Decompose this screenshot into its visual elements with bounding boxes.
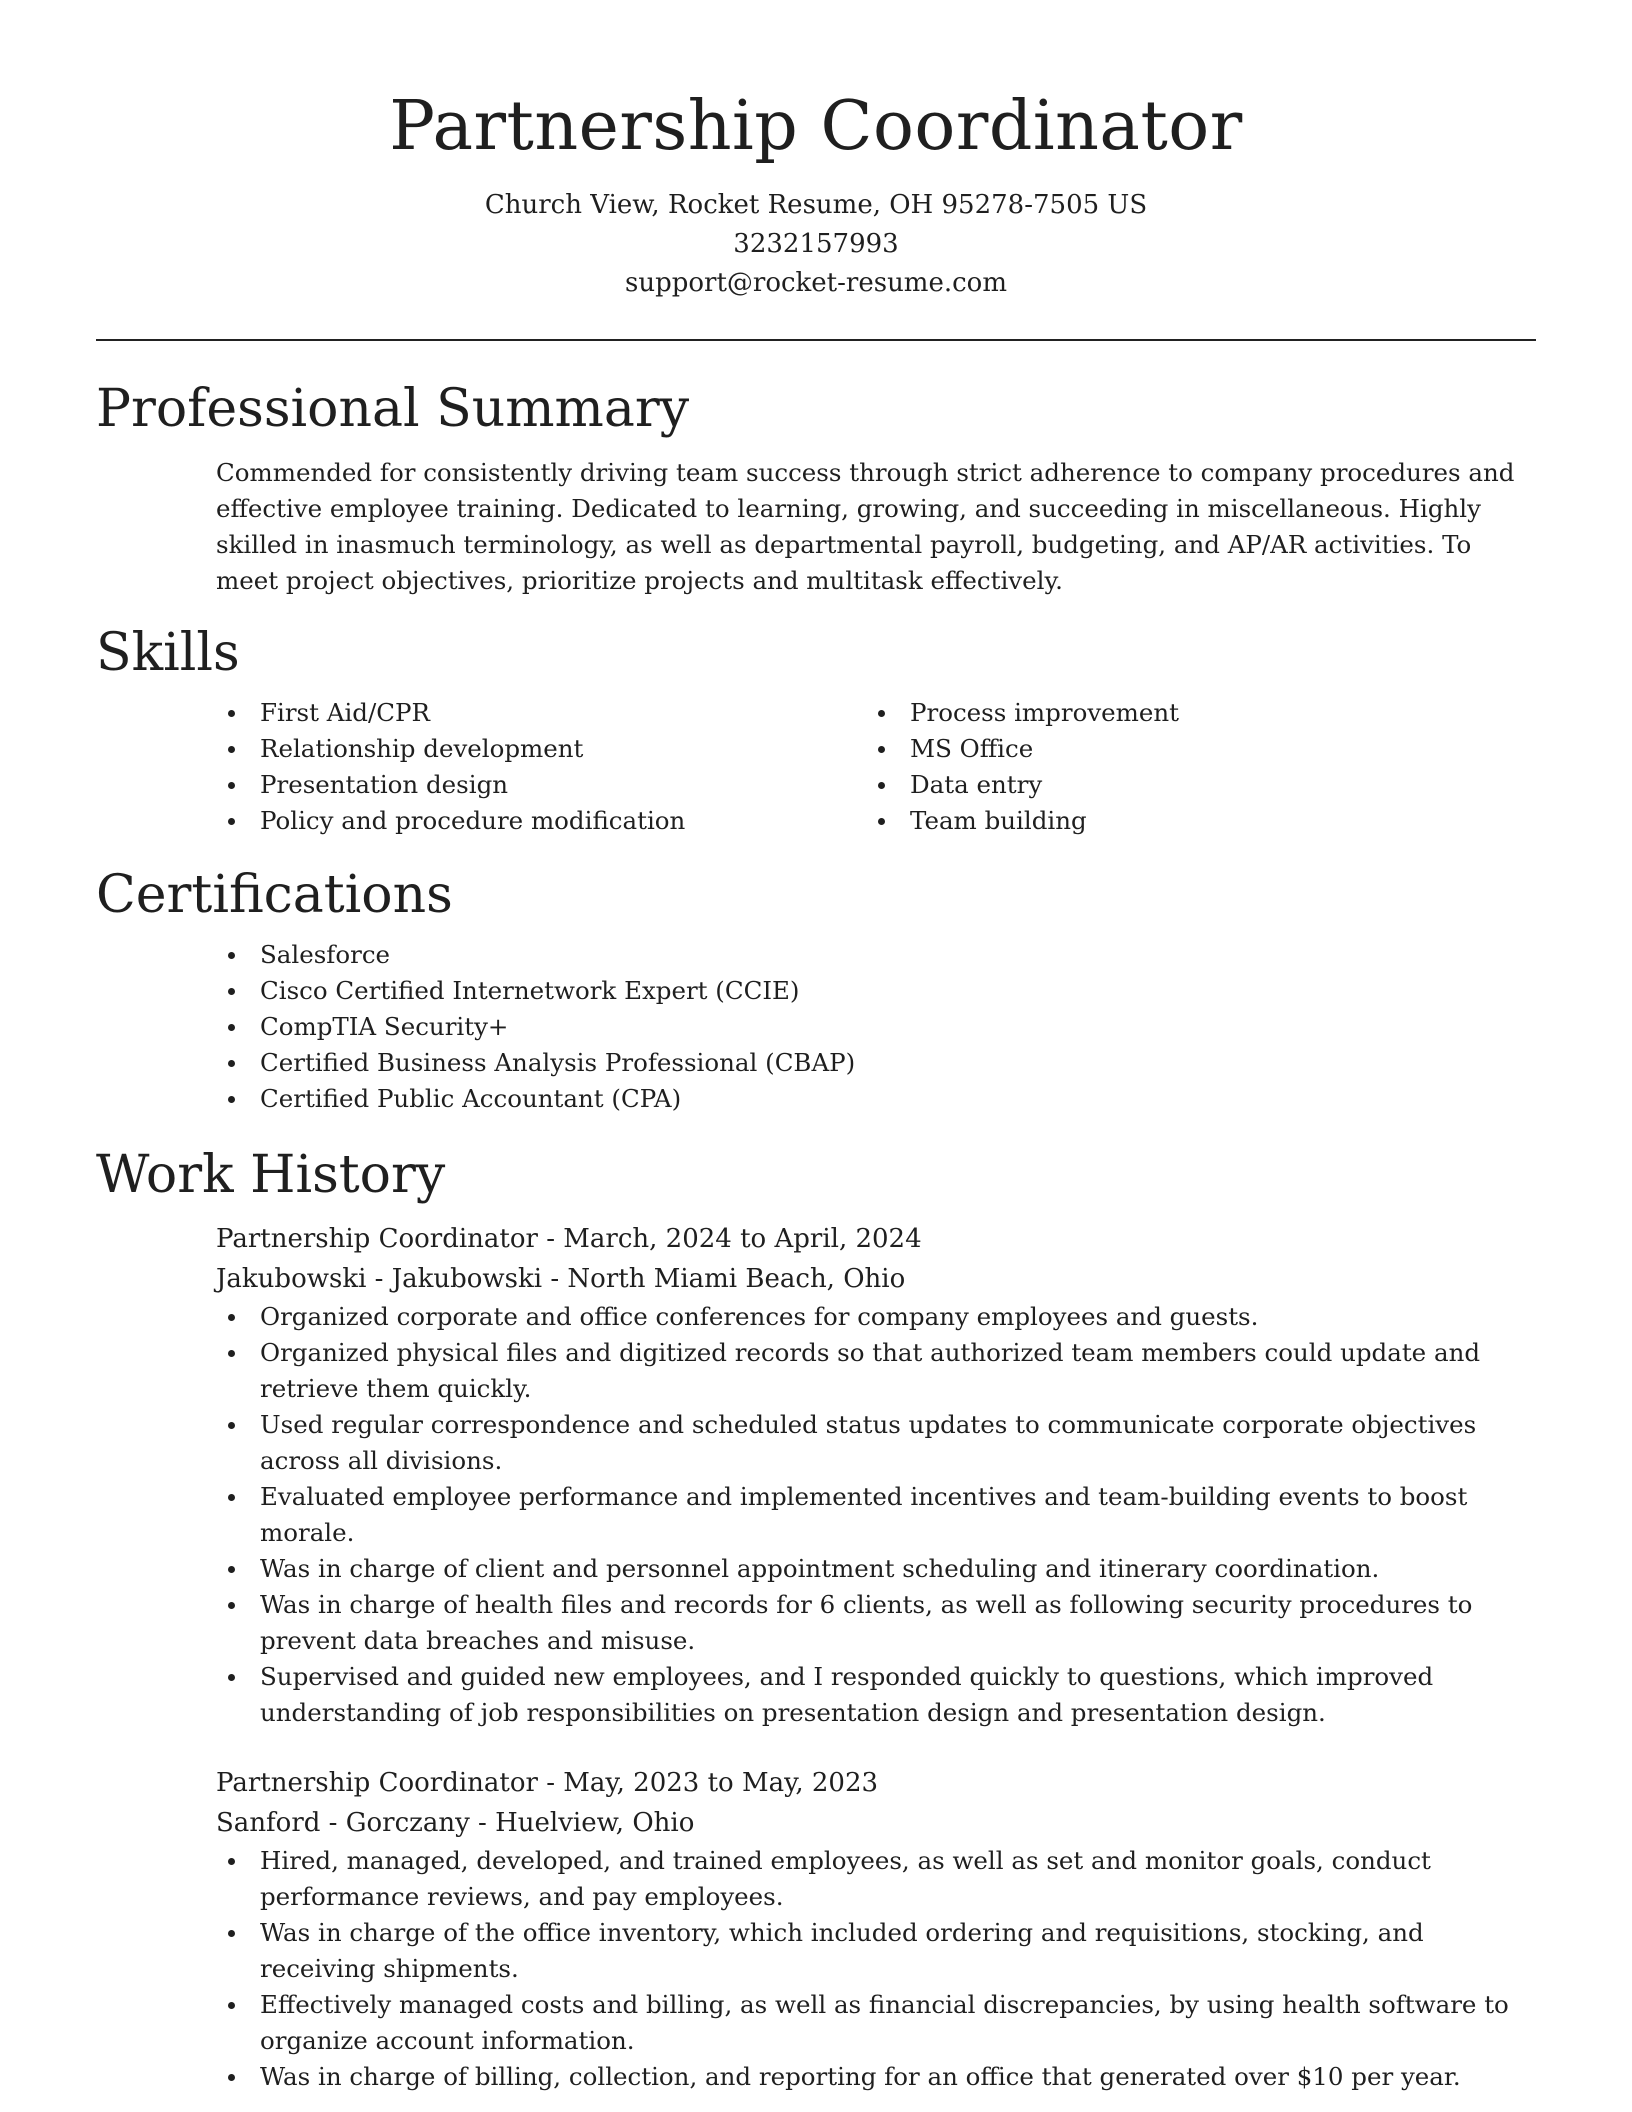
section-title-certifications: Certifications <box>96 865 453 925</box>
job-bullet: Was in charge of the office inventory, which included ordering and requisitions, stocking, and receiving shipments. <box>216 1915 1536 1987</box>
job-bullet: Supervised and guided new employees, and I responded quickly to questions, which improved understanding of job responsibilities on presentation design and presentation design. <box>216 1659 1536 1731</box>
job-company: Jakubowski - Jakubowski <box>216 1264 543 1294</box>
job-location: North Miami Beach, Ohio <box>567 1264 906 1294</box>
contact-info <box>96 186 1536 303</box>
job-bullet: Evaluated employee performance and implemented incentives and team-building events to boost morale. <box>216 1479 1536 1551</box>
section-title-work-history: Work History <box>96 1145 446 1205</box>
job-location: Huelview, Ohio <box>495 1808 695 1838</box>
job-entry <box>216 1763 1536 2095</box>
job-bullet: Used regular correspondence and scheduled status updates to communicate corporate objectives across all divisions. <box>216 1407 1536 1479</box>
job-bullets <box>96 1299 1536 1731</box>
separator: - <box>546 1224 564 1254</box>
separator: - <box>478 1808 496 1838</box>
section-title-skills: Skills <box>96 623 240 683</box>
page-title: Partnership Coordinator <box>389 87 1243 166</box>
phone: 3232157993 <box>733 229 899 259</box>
job-bullet: Effectively managed costs and billing, as well as financial discrepancies, by using health software to organize account information. <box>216 1987 1536 2059</box>
job-dates: March, 2024 to April, 2024 <box>563 1224 922 1254</box>
job-company-line <box>216 1803 1536 1843</box>
job-title-line <box>216 1219 1536 1259</box>
job-title-line <box>216 1763 1536 1803</box>
job-company: Sanford - Gorczany <box>216 1808 470 1838</box>
job-bullet: Hired, managed, developed, and trained employees, as well as set and monitor goals, conduct performance reviews, and pay employees. <box>216 1843 1536 1915</box>
skill-item: Policy and procedure modification <box>216 803 866 839</box>
skills-column-left <box>216 695 866 839</box>
section-title-summary: Professional Summary <box>96 379 690 439</box>
job-role: Partnership Coordinator <box>216 1224 538 1254</box>
certification-item: CompTIA Security+ <box>216 1009 1536 1045</box>
email: support@rocket-resume.com <box>624 268 1007 298</box>
skill-item: Presentation design <box>216 767 866 803</box>
skills-column-right <box>866 695 1516 839</box>
skill-item: MS Office <box>866 731 1516 767</box>
certification-item: Certified Business Analysis Professional (CBAP) <box>216 1045 1536 1081</box>
summary-text: Commended for consistently driving team success through strict adherence to company procedures and effective employee training. Dedicated to learning, growing, and succeeding in miscellaneous. Highly skilled in inasmuch terminology, as well as departmental payroll, budgeting, and AP/AR activities. To meet project objectives, prioritize projects and multitask effectively. <box>216 458 1515 595</box>
job-role: Partnership Coordinator <box>216 1768 538 1798</box>
skill-item: Relationship development <box>216 731 866 767</box>
certification-item: Salesforce <box>216 937 1536 973</box>
address: Church View, Rocket Resume, OH 95278-7505 US <box>484 190 1148 220</box>
header-divider <box>96 339 1536 341</box>
job-company-line <box>216 1259 1536 1299</box>
skill-item: Process improvement <box>866 695 1516 731</box>
skill-item: Data entry <box>866 767 1516 803</box>
certification-item: Certified Public Accountant (CPA) <box>216 1081 1536 1117</box>
job-bullet: Organized corporate and office conferences for company employees and guests. <box>216 1299 1536 1335</box>
skill-item: Team building <box>866 803 1516 839</box>
separator: - <box>546 1768 564 1798</box>
job-bullet: Was in charge of health files and records for 6 clients, as well as following security procedures to prevent data breaches and misuse. <box>216 1587 1536 1659</box>
certification-item: Cisco Certified Internetwork Expert (CCIE) <box>216 973 1536 1009</box>
job-bullets <box>96 1843 1536 2095</box>
job-bullet: Organized physical files and digitized records so that authorized team members could update and retrieve them quickly. <box>216 1335 1536 1407</box>
job-entry <box>216 1219 1536 1731</box>
skills-list <box>216 695 1536 839</box>
job-bullet: Was in charge of billing, collection, and reporting for an office that generated over $10 per year. <box>216 2059 1536 2095</box>
job-bullet: Was in charge of client and personnel appointment scheduling and itinerary coordination. <box>216 1551 1536 1587</box>
job-dates: May, 2023 to May, 2023 <box>563 1768 879 1798</box>
skill-item: First Aid/CPR <box>216 695 866 731</box>
separator: - <box>550 1264 568 1294</box>
certifications-list <box>216 937 1536 1117</box>
